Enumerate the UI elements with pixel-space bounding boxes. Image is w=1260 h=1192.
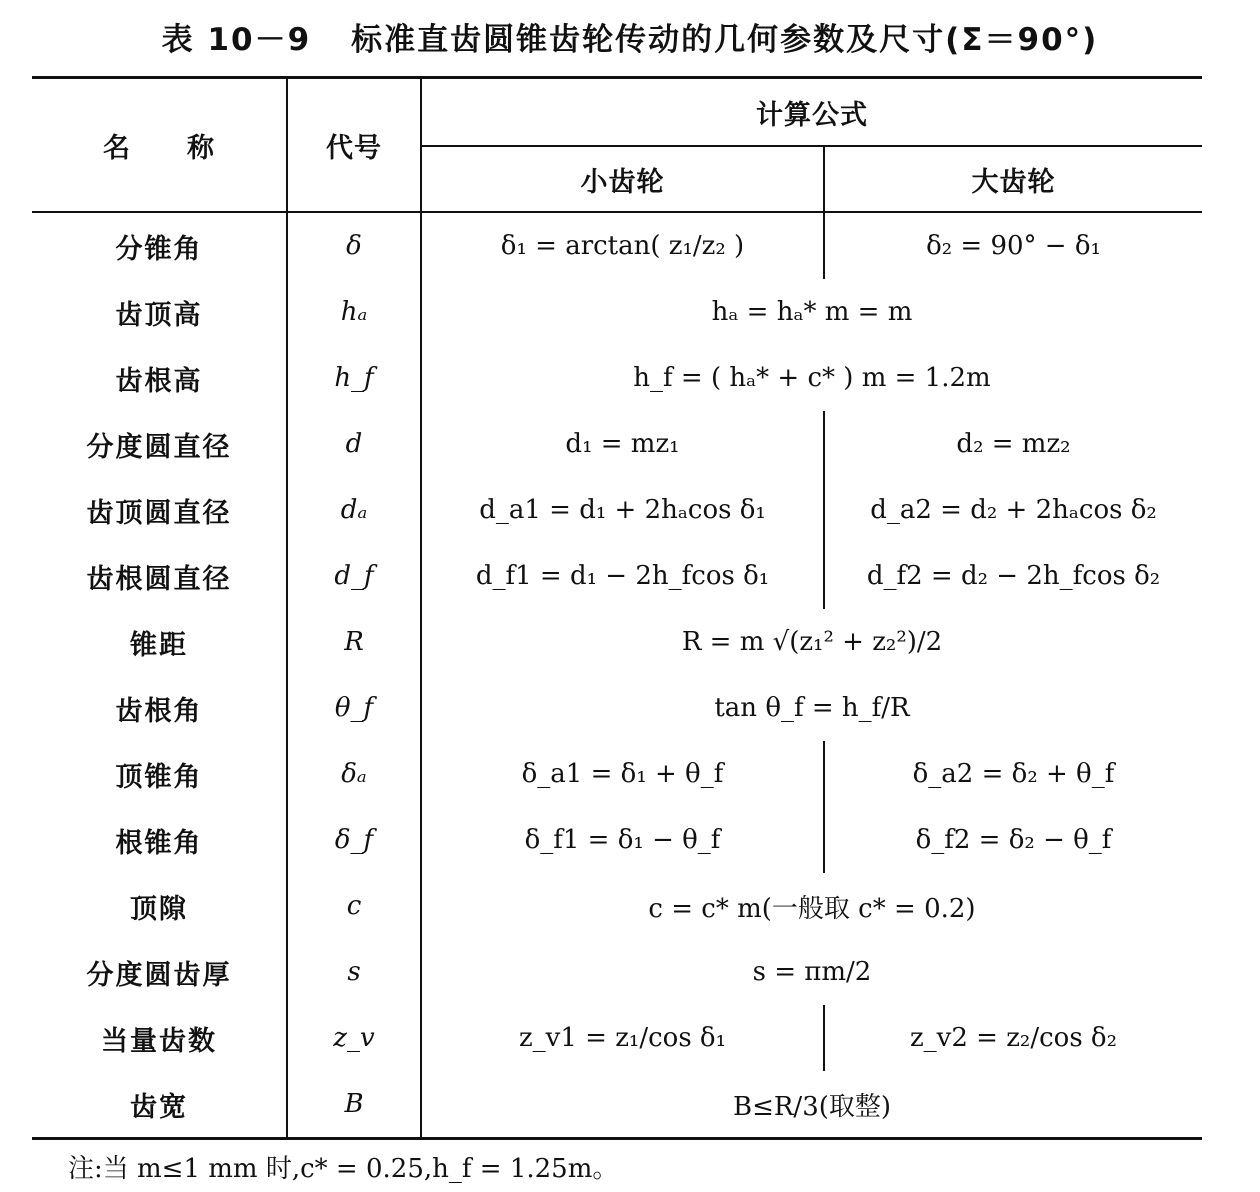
table-row	[32, 543, 1202, 609]
parameter-name: 分度圆直径	[86, 431, 232, 463]
formula-large-gear: z_v2 = z₂/cos δ₂	[824, 1005, 1202, 1071]
formula-both-gears: tan θ_f = h_f/R	[421, 675, 1202, 741]
table-row	[32, 1005, 1202, 1071]
table-header	[32, 78, 1202, 213]
formula-large-gear: δ_f2 = δ₂ − θ_f	[824, 807, 1202, 873]
header-name: 名 称	[32, 78, 287, 213]
parameter-symbol: R	[287, 609, 421, 675]
table-row	[32, 212, 1202, 279]
table-row	[32, 873, 1202, 939]
formula-small-gear: δ_a1 = δ₁ + θ_f	[421, 741, 824, 807]
formula-small-gear: z_v1 = z₁/cos δ₁	[421, 1005, 824, 1071]
table-row	[32, 741, 1202, 807]
formula-large-gear: δ₂ = 90° − δ₁	[824, 212, 1202, 279]
table-caption: 标准直齿圆锥齿轮传动的几何参数及尺寸(Σ＝90°)	[351, 22, 1099, 58]
parameter-name: 齿顶圆直径	[86, 497, 232, 529]
parameter-symbol: δ_f	[287, 807, 421, 873]
formula-large-gear: d_f2 = d₂ − 2h_fcos δ₂	[824, 543, 1202, 609]
parameter-name: 顶隙	[130, 893, 188, 925]
parameter-name: 齿根高	[115, 365, 203, 397]
parameter-name: 根锥角	[115, 827, 203, 859]
parameter-symbol: δ	[287, 212, 421, 279]
formula-large-gear: δ_a2 = δ₂ + θ_f	[824, 741, 1202, 807]
table-row	[32, 477, 1202, 543]
formula-small-gear: δ_f1 = δ₁ − θ_f	[421, 807, 824, 873]
formula-both-gears: s = πm/2	[421, 939, 1202, 1005]
parameter-symbol: c	[287, 873, 421, 939]
parameter-symbol: hₐ	[287, 279, 421, 345]
parameter-name: 锥距	[130, 629, 188, 661]
table-row	[32, 609, 1202, 675]
formula-small-gear: δ₁ = arctan( z₁/z₂ )	[421, 212, 824, 279]
table-row	[32, 411, 1202, 477]
header-large-gear: 大齿轮	[824, 146, 1202, 212]
formula-small-gear: d₁ = mz₁	[421, 411, 824, 477]
formula-both-gears: h_f = ( hₐ* + c* ) m = 1.2m	[421, 345, 1202, 411]
table-row	[32, 807, 1202, 873]
parameter-name: 分锥角	[115, 233, 203, 265]
table-row	[32, 345, 1202, 411]
parameter-symbol: d_f	[287, 543, 421, 609]
formula-large-gear: d₂ = mz₂	[824, 411, 1202, 477]
parameter-symbol: δₐ	[287, 741, 421, 807]
parameter-symbol: h_f	[287, 345, 421, 411]
formula-both-gears: R = m √(z₁² + z₂²)/2	[421, 609, 1202, 675]
header-small-gear: 小齿轮	[421, 146, 824, 212]
formula-both-gears: B≤R/3(取整)	[421, 1071, 1202, 1139]
table-row	[32, 279, 1202, 345]
parameter-name: 当量齿数	[101, 1025, 217, 1057]
table-title	[0, 14, 1260, 59]
formula-both-gears: c = c* m(一般取 c* = 0.2)	[421, 873, 1202, 939]
parameter-symbol: z_v	[287, 1005, 421, 1071]
parameter-name: 齿顶高	[115, 299, 203, 331]
parameter-symbol: θ_f	[287, 675, 421, 741]
formula-large-gear: d_a2 = d₂ + 2hₐcos δ₂	[824, 477, 1202, 543]
table-number: 表 10－9	[161, 22, 312, 58]
parameter-name: 顶锥角	[115, 761, 203, 793]
parameter-symbol: B	[287, 1071, 421, 1139]
parameter-name: 齿根角	[115, 695, 203, 727]
header-formula: 计算公式	[421, 78, 1202, 147]
parameter-symbol: d	[287, 411, 421, 477]
table-body	[32, 212, 1202, 1139]
header-symbol: 代号	[287, 78, 421, 213]
parameter-name: 分度圆齿厚	[86, 959, 232, 991]
table-row	[32, 675, 1202, 741]
formula-small-gear: d_f1 = d₁ − 2h_fcos δ₁	[421, 543, 824, 609]
table-note: 注:当 m≤1 mm 时,c* = 0.25,h_f = 1.25m。	[68, 1154, 619, 1184]
parameter-symbol: dₐ	[287, 477, 421, 543]
parameter-symbol: s	[287, 939, 421, 1005]
parameter-name: 齿根圆直径	[86, 563, 232, 595]
formula-both-gears: hₐ = hₐ* m = m	[421, 279, 1202, 345]
formula-small-gear: d_a1 = d₁ + 2hₐcos δ₁	[421, 477, 824, 543]
parameter-name: 齿宽	[130, 1091, 188, 1123]
gear-parameter-table	[32, 76, 1202, 1140]
table-row	[32, 1071, 1202, 1139]
table-row	[32, 939, 1202, 1005]
